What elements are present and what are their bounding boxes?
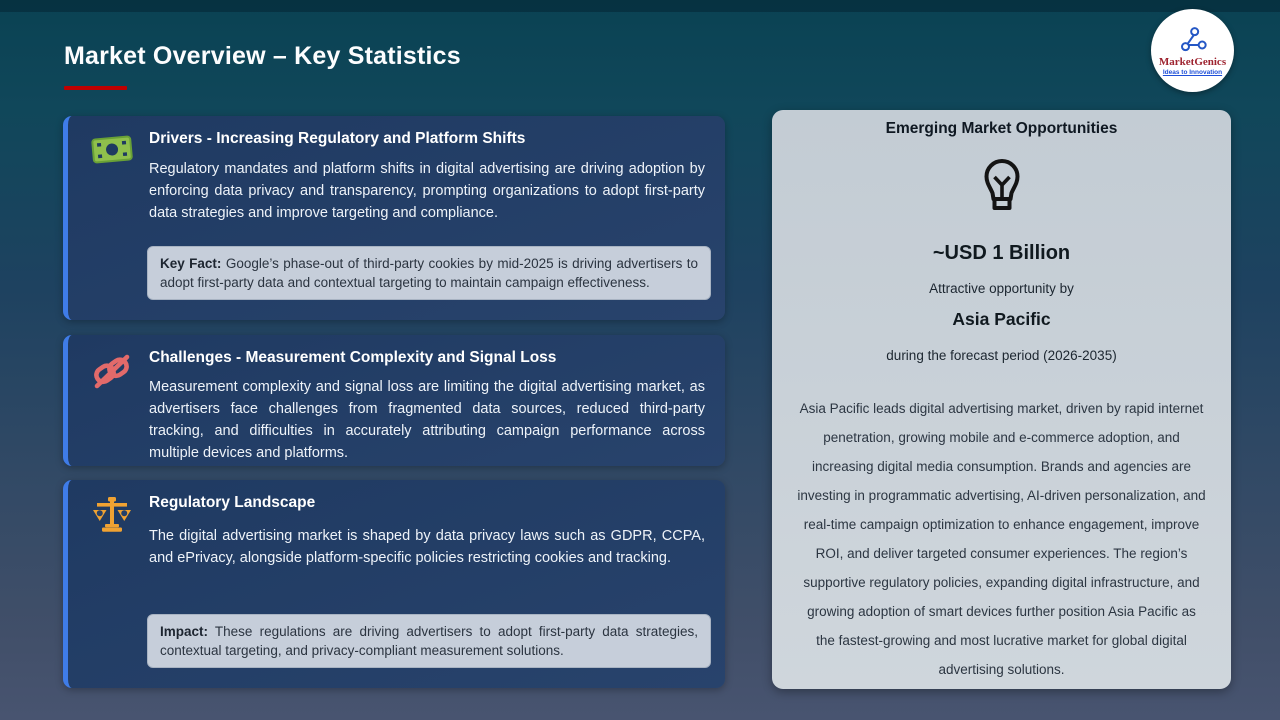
scales-icon: [89, 493, 135, 539]
opportunity-period: during the forecast period (2026-2035): [886, 348, 1117, 363]
key-fact-callout: [147, 246, 711, 300]
top-band: [0, 0, 1280, 12]
key-fact-label: Key Fact:: [160, 256, 222, 271]
page-title: Market Overview – Key Statistics: [64, 42, 461, 70]
card-drivers-body: Regulatory mandates and platform shifts in digital advertising are driving adoption by enforcing data privacy and transparency, prompting organizations to adopt first-party data strategies and improve targeting and compliance.: [149, 161, 705, 221]
opportunity-title: Emerging Market Opportunities: [885, 120, 1118, 137]
impact-text: These regulations are driving advertisers to adopt first-party data strategies, contextual targeting, and privacy-compliant measurement solutions.: [160, 624, 698, 658]
card-challenges-title: Challenges - Measurement Complexity and Signal Loss: [149, 349, 557, 366]
lightbulb-icon: [973, 152, 1031, 218]
logo-tagline: Ideas to Innovation: [1162, 69, 1223, 77]
card-regulatory-title: Regulatory Landscape: [149, 494, 316, 511]
impact-label: Impact:: [160, 624, 209, 639]
opportunity-subtitle: Attractive opportunity by: [929, 281, 1074, 296]
molecule-icon: [1176, 25, 1210, 55]
opportunity-value: ~USD 1 Billion: [932, 242, 1071, 264]
logo-name: MarketGenics: [1158, 55, 1227, 68]
impact-callout: [147, 614, 711, 668]
title-accent: [64, 86, 127, 90]
card-regulatory-body: The digital advertising market is shaped by data privacy laws such as GDPR, CCPA, and ePrivacy, alongside platform-specific policies restricting cookies and tracking.: [149, 528, 705, 566]
opportunity-panel: [772, 110, 1231, 689]
card-drivers: [63, 116, 725, 320]
opportunity-region: Asia Pacific: [952, 309, 1051, 329]
unlink-icon: [89, 348, 135, 394]
card-regulatory: [63, 480, 725, 688]
card-challenges: [63, 335, 725, 466]
key-fact-text: Google’s phase-out of third-party cookies by mid-2025 is driving advertisers to adopt first-party data and contextual targeting to maintain campaign effectiveness.: [160, 256, 698, 290]
logo: [1151, 9, 1234, 92]
card-challenges-body: Measurement complexity and signal loss are limiting the digital advertising market, as advertisers face challenges from fragmented data sources, reduced third-party tracking, and difficulties in accurately attributing campaign performance across multiple devices and platforms.: [149, 379, 705, 461]
card-drivers-title: Drivers - Increasing Regulatory and Platform Shifts: [149, 130, 526, 147]
banknote-icon: [89, 129, 135, 175]
opportunity-description: Asia Pacific leads digital advertising market, driven by rapid internet penetration, growing mobile and e-commerce adoption, and increasing digital media consumption. Brands and agencies are investing in programmatic advertising, AI-driven personalization, and real-time campaign optimization to enhance engagement, improve ROI, and deliver targeted consumer experiences. The region’s supportive regulatory policies, expanding digital infrastructure, and growing adoption of smart devices further position Asia Pacific as the fastest-growing and most lucrative market for global digital advertising solutions.: [797, 401, 1206, 677]
